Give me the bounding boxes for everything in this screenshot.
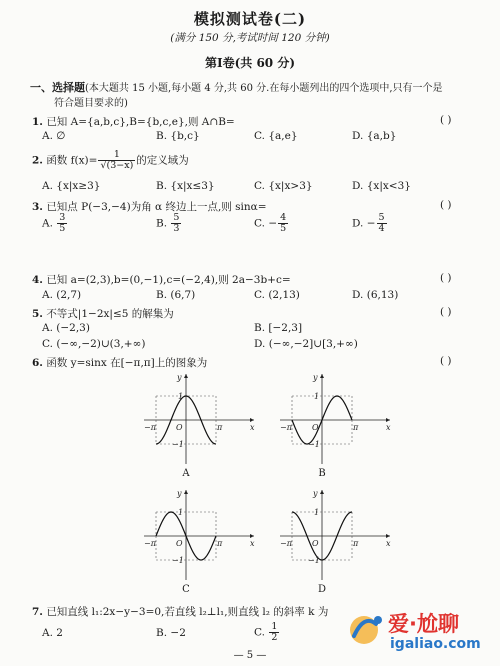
option-d: D. (−∞,−2]∪[3,+∞): [254, 338, 358, 350]
graph-label-a: A: [182, 468, 190, 479]
graph-label-c: C: [182, 584, 190, 595]
neg-one-label: −1: [308, 440, 320, 449]
x-axis-arrow-icon: [250, 418, 254, 422]
y-axis-label: y: [177, 373, 182, 382]
x-axis-arrow-icon: [386, 418, 390, 422]
option-c: C. {x|x>3}: [254, 180, 313, 192]
answer-blank: ( ): [440, 114, 452, 126]
answer-blank: ( ): [440, 199, 452, 211]
question-7: [32, 604, 328, 619]
question-5: [32, 306, 174, 321]
question-stem-end: 的定义域为: [136, 154, 189, 167]
section-heading: 一、选择题: [30, 81, 85, 94]
pi-label: π: [353, 539, 359, 548]
option-b: B. (6,7): [156, 289, 196, 301]
option-c: C. {a,e}: [254, 130, 298, 142]
one-label: 1: [314, 508, 320, 517]
question-stem: 已知 a=(2,3),b=(0,−1),c=(−2,4),则 2a−3b+c=: [46, 274, 291, 286]
fraction: $\frac{1}{√(3-x)}$: [100, 149, 134, 171]
neg-pi-label: −π: [144, 423, 156, 432]
option-b: B. $\frac{5}{3}$: [156, 212, 180, 234]
origin-label: O: [312, 539, 319, 548]
one-label: 1: [314, 392, 320, 401]
option-b: B. {b,c}: [156, 130, 200, 142]
option-c: C. (−∞,−2)∪(3,+∞): [42, 338, 146, 350]
option-a: A. ∅: [42, 130, 66, 142]
origin-label: O: [176, 539, 183, 548]
origin-label: O: [312, 423, 319, 432]
y-axis-label: y: [313, 489, 318, 498]
instruction-line1: (本大题共 15 小题,每小题 4 分,共 60 分.在每小题列出的四个选项中,只有一个是: [85, 83, 443, 94]
x-axis-label: x: [386, 423, 391, 432]
option-a: A. $\frac{3}{5}$: [42, 212, 66, 234]
option-a: A. (2,7): [42, 289, 82, 301]
y-axis-label: y: [177, 489, 182, 498]
x-axis-arrow-icon: [386, 534, 390, 538]
question-number: 7.: [32, 606, 43, 618]
answer-blank: ( ): [440, 355, 452, 367]
section-instructions: [30, 80, 460, 111]
y-axis-arrow-icon: [184, 490, 188, 494]
question-number: 6.: [32, 357, 43, 369]
option-b: B. −2: [156, 627, 186, 639]
question-stem: 不等式|1−2x|≤5 的解集为: [46, 308, 174, 320]
option-d: D. − $\frac{5}{4}$: [352, 212, 385, 234]
graph-label-d: D: [317, 584, 327, 595]
neg-one-label: −1: [172, 440, 184, 449]
one-label: 1: [178, 508, 184, 517]
answer-blank: ( ): [440, 272, 452, 284]
graph-b: [276, 370, 396, 468]
question-number: 4.: [32, 274, 43, 286]
question-stem: 函数 y=sinx 在[−π,π]上的图象为: [46, 357, 208, 369]
origin-label: O: [176, 423, 183, 432]
page-title: 模拟测试卷(二): [193, 10, 307, 28]
neg-pi-label: −π: [144, 539, 156, 548]
option-b: B. {x|x≤3}: [156, 180, 215, 192]
question-stem: 函数 f(x)=: [46, 154, 98, 167]
exam-info: (满分 150 分,考试时间 120 分钟): [170, 32, 330, 44]
pi-label: π: [353, 423, 359, 432]
watermark-url: igaliao.com: [390, 636, 481, 652]
y-axis-arrow-icon: [320, 490, 324, 494]
pi-label: π: [217, 423, 223, 432]
x-axis-label: x: [250, 423, 255, 432]
y-axis-arrow-icon: [184, 374, 188, 378]
option-a: A. (−2,3): [42, 322, 90, 334]
question-1: [32, 114, 235, 129]
neg-one-label: −1: [308, 556, 320, 565]
page-number: — 5 —: [233, 650, 267, 661]
pi-label: π: [217, 539, 223, 548]
graph-d: [276, 486, 396, 584]
question-6: [32, 355, 207, 370]
question-2: [32, 150, 189, 171]
y-axis-label: y: [313, 373, 318, 382]
x-axis-label: x: [386, 539, 391, 548]
one-label: 1: [178, 392, 184, 401]
option-b: B. [−2,3]: [254, 322, 303, 334]
question-number: 5.: [32, 308, 43, 320]
question-number: 2.: [32, 154, 43, 167]
instruction-line2: 符合题目要求的): [54, 98, 128, 109]
neg-pi-label: −π: [280, 539, 292, 548]
neg-pi-label: −π: [280, 423, 292, 432]
question-stem: 已知 A={a,b,c},B={b,c,e},则 A∩B=: [46, 116, 235, 128]
option-d: D. {x|x<3}: [352, 180, 411, 192]
y-axis-arrow-icon: [320, 374, 324, 378]
watermark-brand: 爱·尬聊: [388, 612, 459, 636]
option-d: D. {a,b}: [352, 130, 397, 142]
x-axis-arrow-icon: [250, 534, 254, 538]
part-heading: 第Ⅰ卷(共 60 分): [204, 56, 296, 70]
neg-one-label: −1: [172, 556, 184, 565]
option-d: D. (6,13): [352, 289, 399, 301]
x-axis-label: x: [250, 539, 255, 548]
graph-c: [140, 486, 260, 584]
question-4: [32, 272, 291, 287]
graph-a: [140, 370, 260, 468]
answer-blank: ( ): [440, 306, 452, 318]
option-c: C. − $\frac{4}{5}$: [254, 212, 287, 234]
question-number: 3.: [32, 201, 43, 213]
question-3: [32, 199, 267, 214]
option-c: C. $\frac{1}{2}$: [254, 621, 278, 643]
question-stem: 已知直线 l₁:2x−y−3=0,若直线 l₂⊥l₁,则直线 l₂ 的斜率 k 为: [46, 606, 329, 618]
option-a: A. 2: [42, 627, 63, 639]
question-stem: 已知点 P(−3,−4)为角 α 终边上一点,则 sinα=: [46, 201, 267, 213]
option-a: A. {x|x≥3}: [42, 180, 101, 192]
graph-label-b: B: [318, 468, 326, 479]
option-c: C. (2,13): [254, 289, 300, 301]
question-number: 1.: [32, 116, 43, 128]
